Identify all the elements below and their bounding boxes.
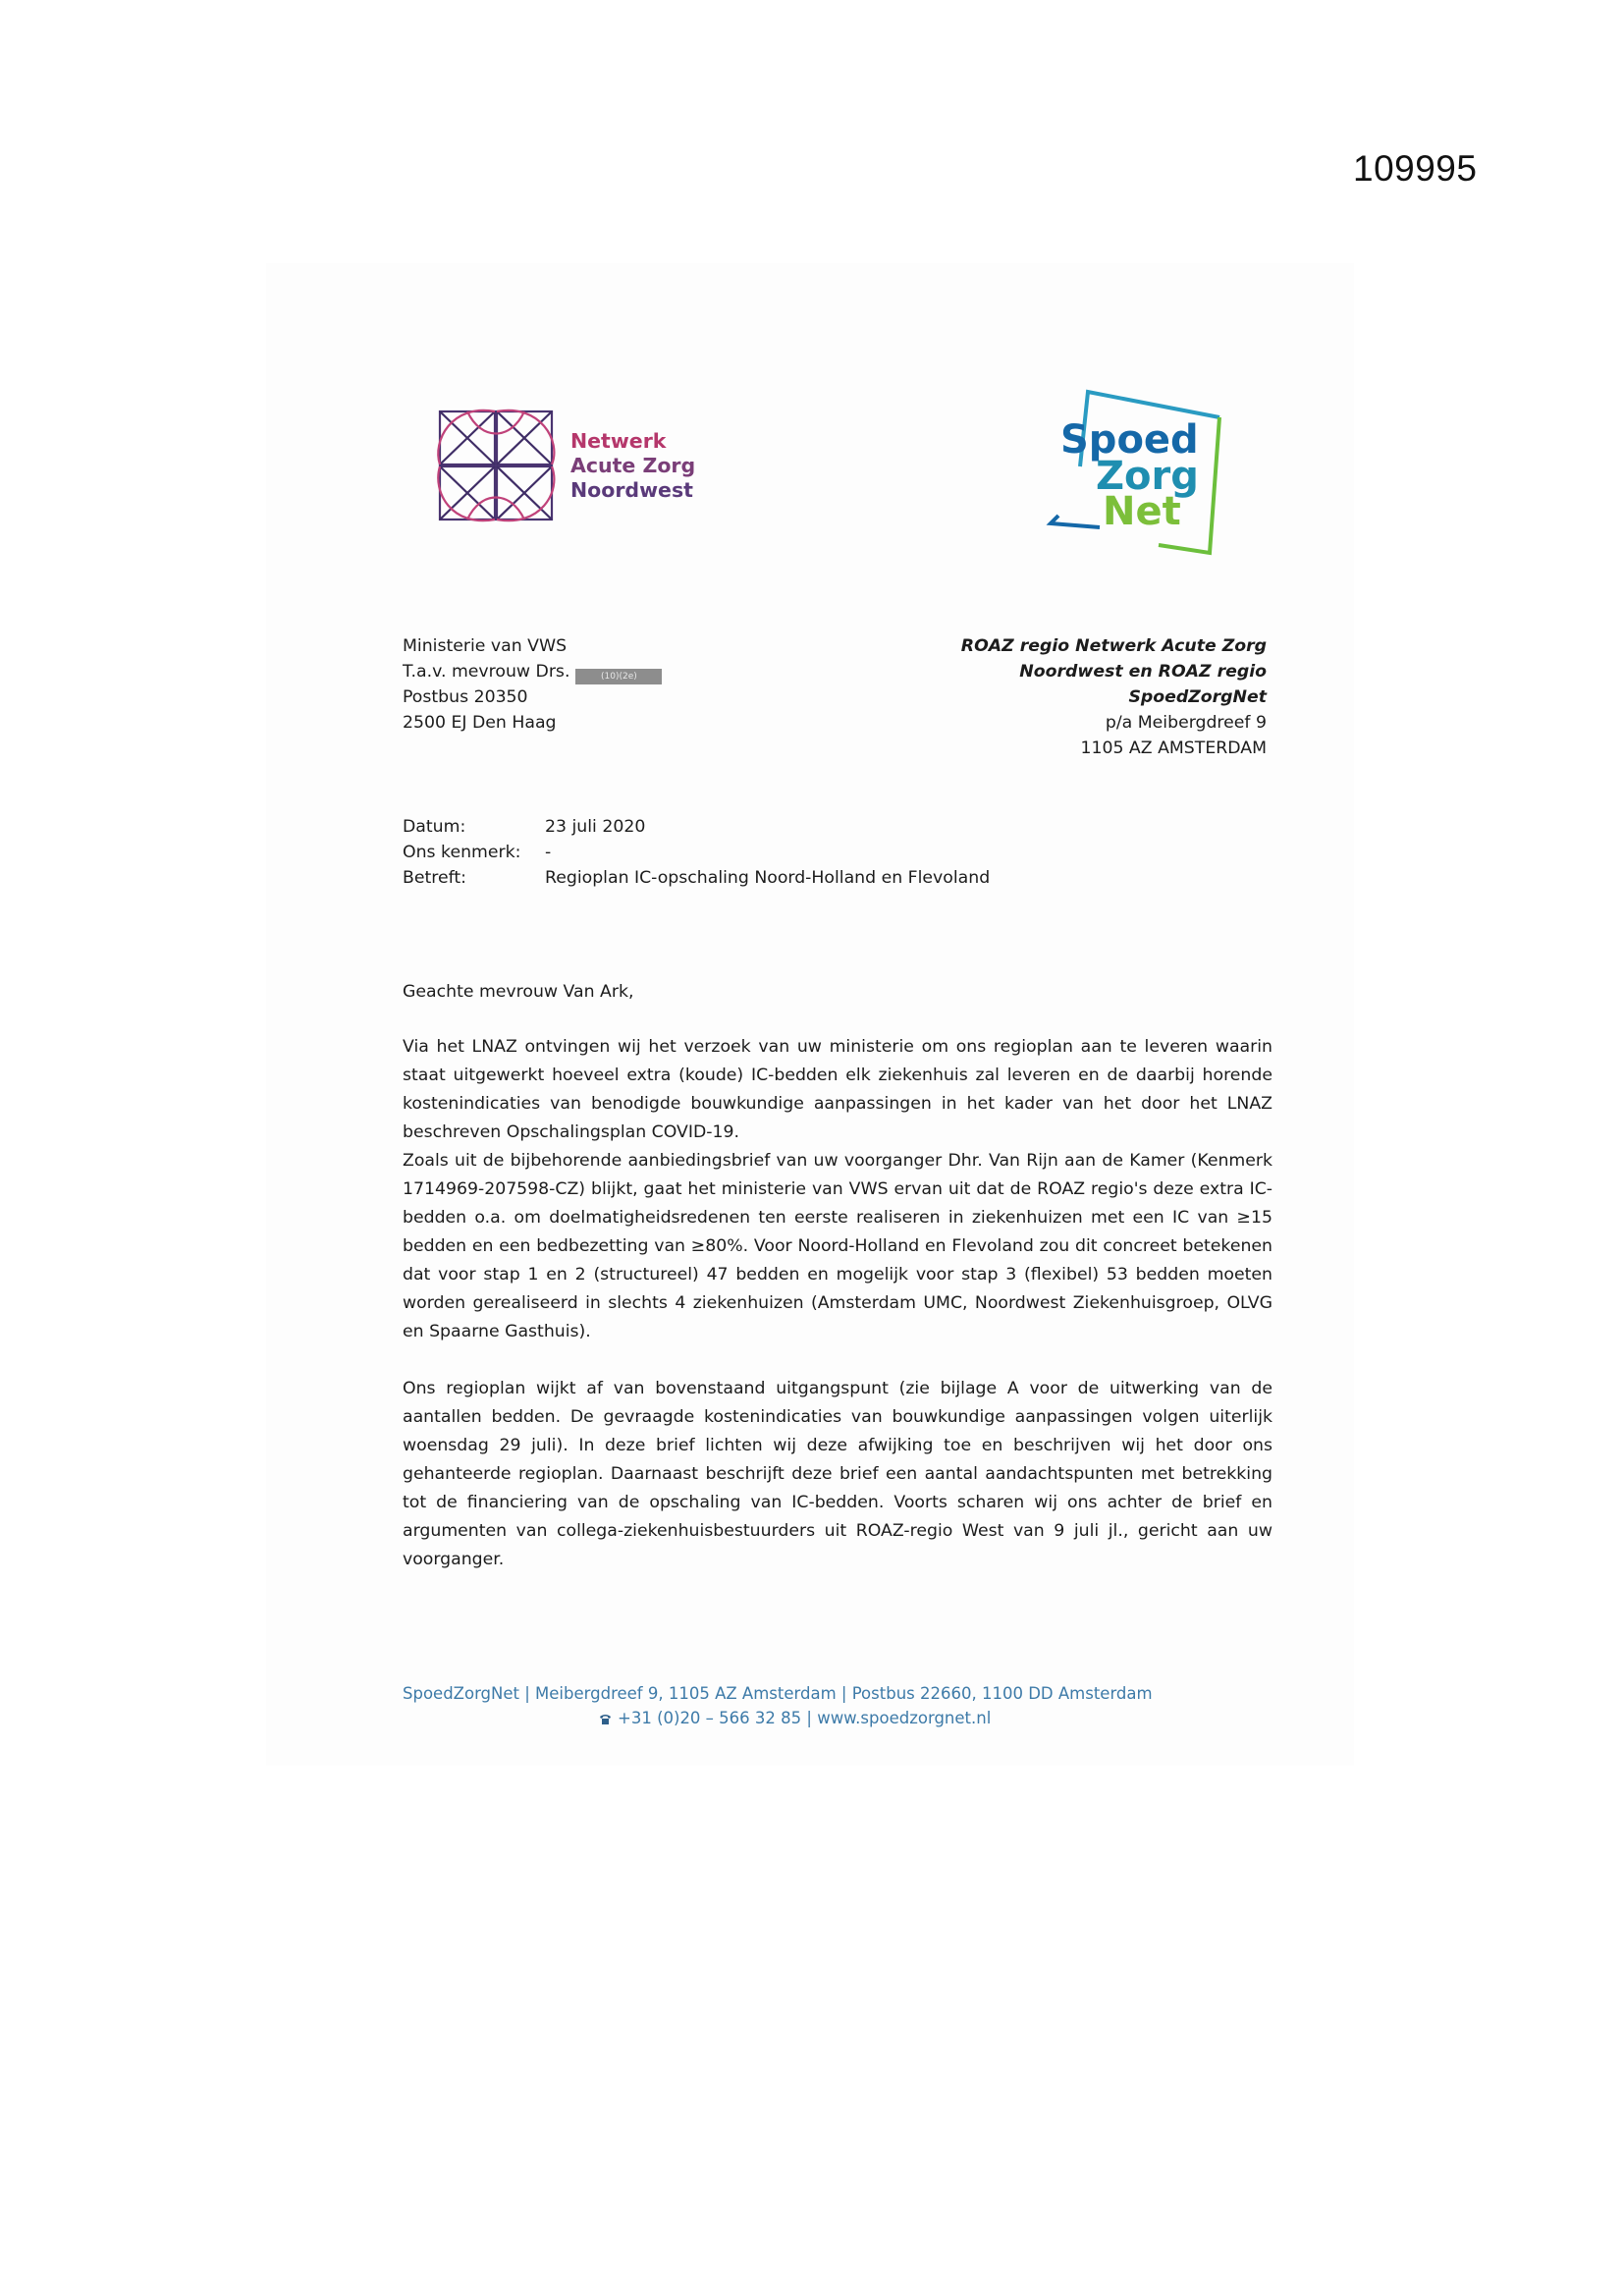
page-number: 109995 xyxy=(1353,148,1478,189)
logo-right-line-2: Zorg xyxy=(1096,454,1199,499)
betreft-value: Regioplan IC-opschaling Noord-Holland en Flevoland xyxy=(545,868,991,888)
sender-line-2: Noordwest en ROAZ regio xyxy=(1019,662,1267,682)
footer-line-2 xyxy=(403,1706,1227,1730)
sender-line-3: SpoedZorgNet xyxy=(1128,687,1267,707)
betreft-label: Betreft: xyxy=(403,868,466,888)
datum-label: Datum: xyxy=(403,817,466,837)
logo-left-line-2: Acute Zorg xyxy=(570,454,696,477)
spoedzorgnet-logo xyxy=(1041,388,1237,560)
netwerk-acute-zorg-logo xyxy=(432,402,697,535)
phone-icon xyxy=(599,1713,612,1724)
salutation: Geachte mevrouw Van Ark, xyxy=(403,982,634,1002)
logo-right-line-3: Net xyxy=(1103,489,1181,534)
sender-line-4: p/a Meibergdreef 9 xyxy=(1105,713,1267,733)
body-block-1 xyxy=(403,1033,1272,1346)
paragraph-1: Via het LNAZ ontvingen wij het verzoek van uw ministerie om ons regioplan aan te leveren waarin staat uitgewerkt hoeveel extra (koude) IC-bedden elk ziekenhuis zal leveren en de daarbij horende kostenindicaties van benodigde bouwkundige aanpassingen in het kader van het door het LNAZ beschreven Opschalingsplan COVID-19. xyxy=(403,1037,1272,1142)
logo-left-line-3: Noordwest xyxy=(570,478,693,502)
redaction-box: (10)(2e) xyxy=(575,669,662,684)
paragraph-3: Ons regioplan wijkt af van bovenstaand uitgangspunt (zie bijlage A voor de uitwerking van de aantallen bedden. De gevraagde kostenindicaties van bouwkundige aanpassingen volgen uiterlijk woensdag 29 juli). In deze brief lichten wij deze afwijking toe en beschrijven wij het door ons gehanteerde regioplan. Daarnaast beschrijft deze brief een aantal aandachtspunten met betrekking tot de financiering van de opschaling van IC-bedden. Voorts scharen wij ons achter de brief en argumenten van collega-ziekenhuisbestuurders uit ROAZ-regio West van 9 juli jl., gericht aan uw voorganger. xyxy=(403,1379,1272,1569)
footer-line-1: SpoedZorgNet | Meibergdreef 9, 1105 AZ Amsterdam | Postbus 22660, 1100 DD Amsterdam xyxy=(403,1684,1153,1703)
recipient-line-4: 2500 EJ Den Haag xyxy=(403,713,557,733)
datum-value: 23 juli 2020 xyxy=(545,817,646,837)
logo-right-line-1: Spoed xyxy=(1060,417,1199,463)
body-block-2 xyxy=(403,1375,1272,1574)
sender-line-5: 1105 AZ AMSTERDAM xyxy=(1080,738,1267,758)
recipient-line-1: Ministerie van VWS xyxy=(403,636,568,656)
recipient-line-2-text: T.a.v. mevrouw Drs. xyxy=(403,662,570,682)
letter-footer xyxy=(403,1681,1227,1730)
netwerk-logo-icon xyxy=(432,402,562,529)
recipient-line-2 xyxy=(403,659,662,684)
sender-line-1: ROAZ regio Netwerk Acute Zorg xyxy=(960,636,1267,656)
recipient-line-3: Postbus 20350 xyxy=(403,687,528,707)
logo-left-line-1: Netwerk xyxy=(570,429,667,453)
kenmerk-label: Ons kenmerk: xyxy=(403,843,521,862)
kenmerk-value: - xyxy=(545,843,552,862)
paragraph-2: Zoals uit de bijbehorende aanbiedingsbrief van uw voorganger Dhr. Van Rijn aan de Kamer (Kenmerk 1714969-207598-CZ) blijkt, gaat het ministerie van VWS ervan uit dat de ROAZ regio's deze extra IC-bedden o.a. om doelmatigheidsredenen ten eerste realiseren in ziekenhuizen met een IC van ≥15 bedden en een bedbezetting van ≥80%. Voor Noord-Holland en Flevoland zou dit concreet betekenen dat voor stap 1 en 2 (structureel) 47 bedden en mogelijk voor stap 3 (flexibel) 53 bedden moeten worden gerealiseerd in slechts 4 ziekenhuizen (Amsterdam UMC, Noordwest Ziekenhuisgroep, OLVG en Spaarne Gasthuis). xyxy=(403,1151,1272,1341)
netwerk-logo-text xyxy=(570,429,728,503)
footer-contact: +31 (0)20 – 566 32 85 | www.spoedzorgnet.nl xyxy=(618,1709,992,1727)
